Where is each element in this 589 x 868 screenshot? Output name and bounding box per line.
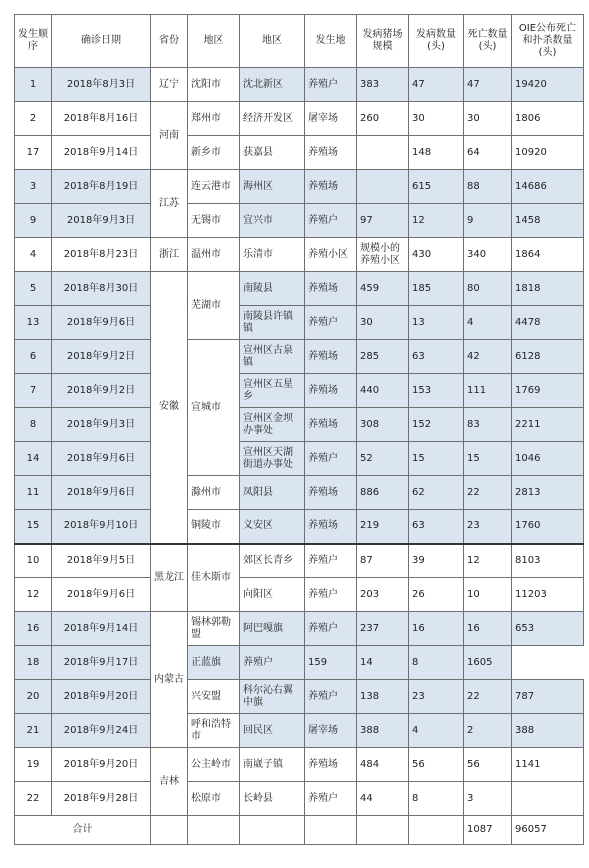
cell-dead: 30 [464,102,512,136]
cell-site: 养殖场 [305,272,357,306]
cell-city: 郑州市 [188,102,240,136]
cell-oie: 1818 [512,272,584,306]
total-empty-cell [151,816,188,845]
header-seq: 发生顺序 [15,15,52,68]
cell-district: 向阳区 [240,578,305,612]
cell-scale: 237 [357,612,409,646]
table-row [15,408,584,442]
cell-site: 养殖场 [305,340,357,374]
cell-dead: 10 [464,578,512,612]
cell-seq: 9 [15,204,52,238]
cell-sick: 185 [409,272,464,306]
cell-oie: 787 [512,680,584,714]
total-empty-cell [357,816,409,845]
cell-scale: 260 [357,102,409,136]
total-empty-cell [240,816,305,845]
table-row [15,68,584,102]
cell-site: 养殖场 [305,170,357,204]
cell-seq: 20 [15,680,52,714]
cell-seq: 21 [15,714,52,748]
cell-date: 2018年9月2日 [52,374,151,408]
header-scale: 发病猪场规模 [357,15,409,68]
cell-sick: 430 [409,238,464,272]
cell-oie: 8103 [512,544,584,578]
cell-oie: 19420 [512,68,584,102]
cell-district: 获嘉县 [240,136,305,170]
cell-seq: 12 [15,578,52,612]
table-row [15,340,584,374]
header-oie: OIE公布死亡和扑杀数量(头) [512,15,584,68]
cell-date: 2018年9月17日 [52,646,151,680]
cell-date: 2018年9月3日 [52,408,151,442]
cell-seq: 5 [15,272,52,306]
cell-scale: 52 [357,442,409,476]
cell-city: 锡林郭勒盟 [188,612,240,646]
cell-province: 黑龙江 [151,544,188,612]
table-row [15,170,584,204]
cell-sick: 30 [409,102,464,136]
cell-seq: 22 [15,782,52,816]
cell-site: 养殖户 [305,680,357,714]
cell-site: 养殖户 [305,68,357,102]
cell-city: 无锡市 [188,204,240,238]
table-row [15,612,584,646]
cell-site: 养殖场 [305,748,357,782]
cell-dead: 9 [464,204,512,238]
cell-date: 2018年9月6日 [52,578,151,612]
cell-dead: 12 [464,544,512,578]
cell-date: 2018年8月16日 [52,102,151,136]
cell-district: 义安区 [240,510,305,544]
cell-scale: 87 [357,544,409,578]
cell-scale: 459 [357,272,409,306]
cell-sick: 152 [409,408,464,442]
cell-seq: 3 [15,170,52,204]
cell-dead: 340 [464,238,512,272]
total-oie: 96057 [512,816,584,845]
cell-oie: 6128 [512,340,584,374]
table-row [15,748,584,782]
cell-oie: 388 [512,714,584,748]
cell-sick: 56 [409,748,464,782]
cell-site: 屠宰场 [305,102,357,136]
cell-dead: 23 [464,510,512,544]
cell-district: 南陵县 [240,272,305,306]
cell-district: 乐清市 [240,238,305,272]
cell-district: 科尔沁右翼中旗 [240,680,305,714]
cell-site: 养殖户 [305,204,357,238]
cell-province: 河南 [151,102,188,170]
cell-seq: 16 [15,612,52,646]
cell-province: 安徽 [151,272,188,544]
table-row [15,238,584,272]
cell-province: 吉林 [151,748,188,816]
cell-district: 经济开发区 [240,102,305,136]
cell-province: 辽宁 [151,68,188,102]
table-row [15,680,584,714]
cell-sick: 4 [409,714,464,748]
cell-scale: 97 [357,204,409,238]
cell-district: 宜兴市 [240,204,305,238]
cell-city: 连云港市 [188,170,240,204]
header-sick: 发病数量(头) [409,15,464,68]
cell-sick: 615 [409,170,464,204]
cell-date: 2018年8月19日 [52,170,151,204]
cell-site: 养殖户 [305,442,357,476]
cell-site: 屠宰场 [305,714,357,748]
cell-date: 2018年9月14日 [52,136,151,170]
cell-date: 2018年9月10日 [52,510,151,544]
cell-sick: 23 [409,680,464,714]
cell-city: 佳木斯市 [188,544,240,612]
cell-scale: 规模小的养殖小区 [357,238,409,272]
cell-dead: 88 [464,170,512,204]
cell-dead: 111 [464,374,512,408]
cell-seq: 11 [15,476,52,510]
cell-dead: 15 [464,442,512,476]
cell-seq: 17 [15,136,52,170]
cell-dead: 4 [464,306,512,340]
cell-site: 养殖户 [305,578,357,612]
cell-district: 南崴子镇 [240,748,305,782]
cell-province: 浙江 [151,238,188,272]
header-dead: 死亡数量(头) [464,15,512,68]
cell-district: 正蓝旗 [188,646,240,680]
cell-district: 回民区 [240,714,305,748]
cell-site: 养殖场 [305,408,357,442]
cell-seq: 15 [15,510,52,544]
cell-sick: 14 [357,646,409,680]
cell-province: 内蒙古 [151,612,188,748]
cell-scale: 285 [357,340,409,374]
cell-dead: 83 [464,408,512,442]
cell-oie [512,782,584,816]
cell-scale: 308 [357,408,409,442]
cell-district: 宣州区金坝办事处 [240,408,305,442]
header-row [15,15,584,68]
cell-seq: 10 [15,544,52,578]
cell-district: 宣州区天湖街道办事处 [240,442,305,476]
cell-date: 2018年8月3日 [52,68,151,102]
cell-city: 公主岭市 [188,748,240,782]
cell-sick: 39 [409,544,464,578]
cell-dead: 2 [464,714,512,748]
cell-date: 2018年9月28日 [52,782,151,816]
cell-city: 沈阳市 [188,68,240,102]
cell-city: 新乡市 [188,136,240,170]
header-district: 地区 [240,15,305,68]
cell-date: 2018年9月6日 [52,306,151,340]
cell-seq: 14 [15,442,52,476]
cell-oie: 11203 [512,578,584,612]
cell-date: 2018年9月6日 [52,442,151,476]
cell-district: 沈北新区 [240,68,305,102]
cell-sick: 12 [409,204,464,238]
cell-seq: 4 [15,238,52,272]
cell-city: 芜湖市 [188,272,240,340]
table-row [15,204,584,238]
cell-oie: 1605 [464,646,512,680]
cell-city: 滁州市 [188,476,240,510]
cell-seq: 19 [15,748,52,782]
header-province: 省份 [151,15,188,68]
cell-date: 2018年9月24日 [52,714,151,748]
total-row [15,816,584,845]
table-row [15,272,584,306]
table-row [15,646,584,680]
cell-oie: 10920 [512,136,584,170]
cell-scale: 30 [357,306,409,340]
cell-district: 凤阳县 [240,476,305,510]
cell-scale: 484 [357,748,409,782]
cell-date: 2018年9月2日 [52,340,151,374]
cell-oie: 4478 [512,306,584,340]
table-row [15,136,584,170]
cell-sick: 153 [409,374,464,408]
cell-site: 养殖户 [305,612,357,646]
cell-site: 养殖户 [305,544,357,578]
cell-oie: 1806 [512,102,584,136]
table-row [15,544,584,578]
cell-site: 养殖户 [240,646,305,680]
outbreak-table [14,14,584,845]
cell-city: 呼和浩特市 [188,714,240,748]
cell-site: 养殖场 [305,374,357,408]
cell-date: 2018年9月20日 [52,680,151,714]
cell-scale: 383 [357,68,409,102]
header-date: 确诊日期 [52,15,151,68]
cell-district: 阿巴嘎旗 [240,612,305,646]
header-city: 地区 [188,15,240,68]
cell-oie: 653 [512,612,584,646]
cell-oie: 1769 [512,374,584,408]
cell-date: 2018年9月20日 [52,748,151,782]
cell-sick: 62 [409,476,464,510]
cell-district: 宣州区五星乡 [240,374,305,408]
cell-scale: 219 [357,510,409,544]
cell-date: 2018年9月6日 [52,476,151,510]
cell-date: 2018年9月5日 [52,544,151,578]
cell-seq: 1 [15,68,52,102]
cell-scale: 138 [357,680,409,714]
cell-scale: 886 [357,476,409,510]
cell-seq: 2 [15,102,52,136]
cell-seq: 7 [15,374,52,408]
cell-oie: 1141 [512,748,584,782]
cell-seq: 8 [15,408,52,442]
cell-dead: 42 [464,340,512,374]
table-row [15,714,584,748]
cell-sick: 63 [409,510,464,544]
cell-date: 2018年9月14日 [52,612,151,646]
cell-dead: 80 [464,272,512,306]
table-row [15,510,584,544]
table-row [15,306,584,340]
cell-oie: 1458 [512,204,584,238]
cell-dead: 16 [464,612,512,646]
cell-district: 宣州区古泉镇 [240,340,305,374]
cell-district: 郊区长青乡 [240,544,305,578]
table-row [15,782,584,816]
table-row [15,102,584,136]
header-site: 发生地 [305,15,357,68]
cell-oie: 2211 [512,408,584,442]
cell-dead: 56 [464,748,512,782]
cell-oie: 2813 [512,476,584,510]
cell-sick: 148 [409,136,464,170]
cell-site: 养殖户 [305,306,357,340]
cell-site: 养殖小区 [305,238,357,272]
cell-district: 长岭县 [240,782,305,816]
cell-dead: 64 [464,136,512,170]
total-dead: 1087 [464,816,512,845]
cell-dead: 22 [464,680,512,714]
cell-site: 养殖场 [305,136,357,170]
cell-scale: 159 [305,646,357,680]
cell-date: 2018年8月30日 [52,272,151,306]
cell-city: 兴安盟 [188,680,240,714]
cell-district: 海州区 [240,170,305,204]
table-row [15,476,584,510]
cell-sick: 8 [409,782,464,816]
cell-date: 2018年9月3日 [52,204,151,238]
cell-site: 养殖场 [305,476,357,510]
cell-scale [357,170,409,204]
cell-site: 养殖场 [305,510,357,544]
cell-sick: 15 [409,442,464,476]
total-empty-cell [188,816,240,845]
cell-dead: 8 [409,646,464,680]
cell-seq: 6 [15,340,52,374]
total-label: 合计 [15,816,151,845]
total-empty-cell [409,816,464,845]
cell-seq: 18 [15,646,52,680]
cell-dead: 47 [464,68,512,102]
cell-scale: 388 [357,714,409,748]
cell-scale: 203 [357,578,409,612]
total-empty-cell [305,816,357,845]
cell-dead: 22 [464,476,512,510]
cell-scale: 440 [357,374,409,408]
cell-city: 宣城市 [188,340,240,476]
cell-sick: 63 [409,340,464,374]
cell-site: 养殖户 [305,782,357,816]
cell-seq: 13 [15,306,52,340]
cell-sick: 26 [409,578,464,612]
cell-province: 江苏 [151,170,188,238]
cell-sick: 13 [409,306,464,340]
cell-sick: 16 [409,612,464,646]
table-row [15,374,584,408]
cell-dead: 3 [464,782,512,816]
cell-district: 南陵县许镇镇 [240,306,305,340]
cell-oie: 1864 [512,238,584,272]
cell-city: 温州市 [188,238,240,272]
cell-scale: 44 [357,782,409,816]
cell-oie: 1046 [512,442,584,476]
cell-scale [357,136,409,170]
cell-city: 松原市 [188,782,240,816]
table-row [15,578,584,612]
cell-sick: 47 [409,68,464,102]
cell-date: 2018年8月23日 [52,238,151,272]
cell-oie: 14686 [512,170,584,204]
cell-city: 铜陵市 [188,510,240,544]
table-row [15,442,584,476]
cell-oie: 1760 [512,510,584,544]
